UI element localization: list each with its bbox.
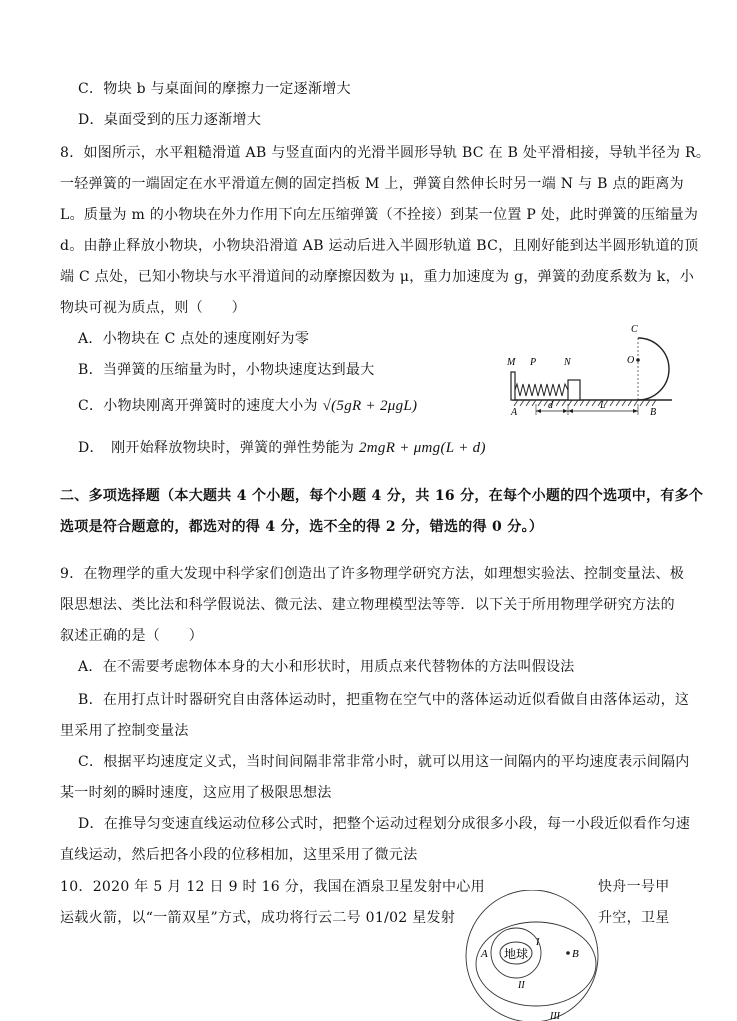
q8-stem-line-2: 一轻弹簧的一端固定在水平滑道左侧的固定挡板 M 上，弹簧自然伸长时另一端 N 与 B 点的距离为 [60,176,684,192]
label-iii: III [550,1011,560,1021]
q9-option-d-line-2: 直线运动，然后把各小段的位移相加，这里采用了微元法 [60,847,418,863]
q8-option-d [78,438,486,458]
label-o: O [627,355,635,366]
q9-option-d-line-1: D．在推导匀变速直线运动位移公式时，把整个运动过程划分成很多小段，每一小段近似看作匀速 [78,816,691,832]
q7-option-c: C．物块 b 与桌面间的摩擦力一定逐渐增大 [78,81,351,97]
label-n: N [564,357,571,368]
q10-line-1-right: 快舟一号甲 [598,879,670,895]
q9-option-b-line-2: 里采用了控制变量法 [60,723,189,739]
label-c: C [631,324,638,335]
label-a: A [481,948,488,960]
label-b: B [572,948,579,960]
q8-option-c-text: C．小物块刚离开弹簧时的速度大小为 [78,398,318,414]
section-2-header-line-1: 二、多项选择题（本大题共 4 个小题，每个小题 4 分，共 16 分，在每个小题的四个选项中，有多个 [60,488,704,504]
q10-orbit-figure [460,890,620,1021]
q9-stem-line-3: 叙述正确的是（ ） [60,628,203,644]
label-b: B [650,407,657,418]
q8-option-a: A．小物块在 C 点处的速度刚好为零 [78,331,310,347]
label-i: I [536,937,540,948]
label-ii: II [518,980,525,991]
q9-option-c-line-2: 某一时刻的瞬时速度，这应用了极限思想法 [60,785,332,801]
label-m: M [507,357,516,368]
q8-stem-line-3: L。质量为 m 的小物块在外力作用下向左压缩弹簧（不拴接）到某一位置 P 处，此时弹簧的压缩量为 [60,207,699,223]
q10-line-2-right: 升空，卫星 [598,910,670,926]
section-2-header-line-2: 选项是符合题意的，都选对的得 4 分，选不全的得 2 分，错选的得 0 分。） [60,519,544,535]
label-p: P [530,357,537,368]
label-earth: 地球 [504,947,529,961]
q8-stem-line-6: 物块可视为质点，则（ ） [60,300,246,316]
spring [515,384,568,396]
point-b-dot [566,951,570,955]
q8-option-d-text: D． 刚开始释放物块时，弹簧的弹性势能为 [78,440,355,456]
q8-stem-line-5: 端 C 点处，已知小物块与水平滑道间的动摩擦因数为 μ，重力加速度为 g，弹簧的劲度系数为 k，小 [60,269,695,285]
q9-stem-line-2: 限思想法、类比法和科学假说法、微元法、建立物理模型法等等．以下关于所用物理学研究方法的 [60,597,675,613]
point-o-dot [636,358,640,362]
semicircle-track [638,338,669,400]
q10-line-1-left: 10．2020 年 5 月 12 日 9 时 16 分，我国在酒泉卫星发射中心用 [60,879,485,895]
q8-option-b: B．当弹簧的压缩量为时，小物块速度达到最大 [78,362,375,378]
q8-option-c-formula: √(5gR + 2μgL) [322,398,418,414]
q9-option-a: A．在不需要考虑物体本身的大小和形状时，用质点来代替物体的方法叫假设法 [78,659,575,675]
q9-option-c-line-1: C．根据平均速度定义式，当时间间隔非常非常小时，就可以用这一间隔内的平均速度表示间隔内 [78,754,690,770]
label-l: L [600,400,606,411]
q10-line-2-left: 运载火箭，以“一箭双星”方式，成功将行云二号 01/02 星发射 [60,910,456,926]
q8-track-figure [500,318,715,418]
label-a: A [511,407,518,418]
q7-option-d: D．桌面受到的压力逐渐增大 [78,112,262,128]
q9-stem-line-1: 9．在物理学的重大发现中科学家们创造出了许多物理学研究方法，如理想实验法、控制变量法、极 [60,566,685,582]
q8-option-c [78,396,417,416]
q9-option-b-line-1: B．在用打点计时器研究自由落体运动时，把重物在空气中的落体运动近似看做自由落体运动，这 [78,692,690,708]
q8-stem-line-1: 8．如图所示，水平粗糙滑道 AB 与竖直面内的光滑半圆形导轨 BC 在 B 处平滑相接，导轨半径为 R。 [60,145,711,161]
ground-hatching [514,400,656,406]
q8-stem-line-4: d。由静止释放小物块，小物块沿滑道 AB 运动后进入半圆形轨道 BC，且刚好能到达半圆形轨道的顶 [60,238,699,254]
label-d: d [548,400,553,411]
block [568,380,580,400]
q8-option-d-formula: 2mgR + μmg(L + d) [359,440,486,456]
wall-m [511,372,515,400]
